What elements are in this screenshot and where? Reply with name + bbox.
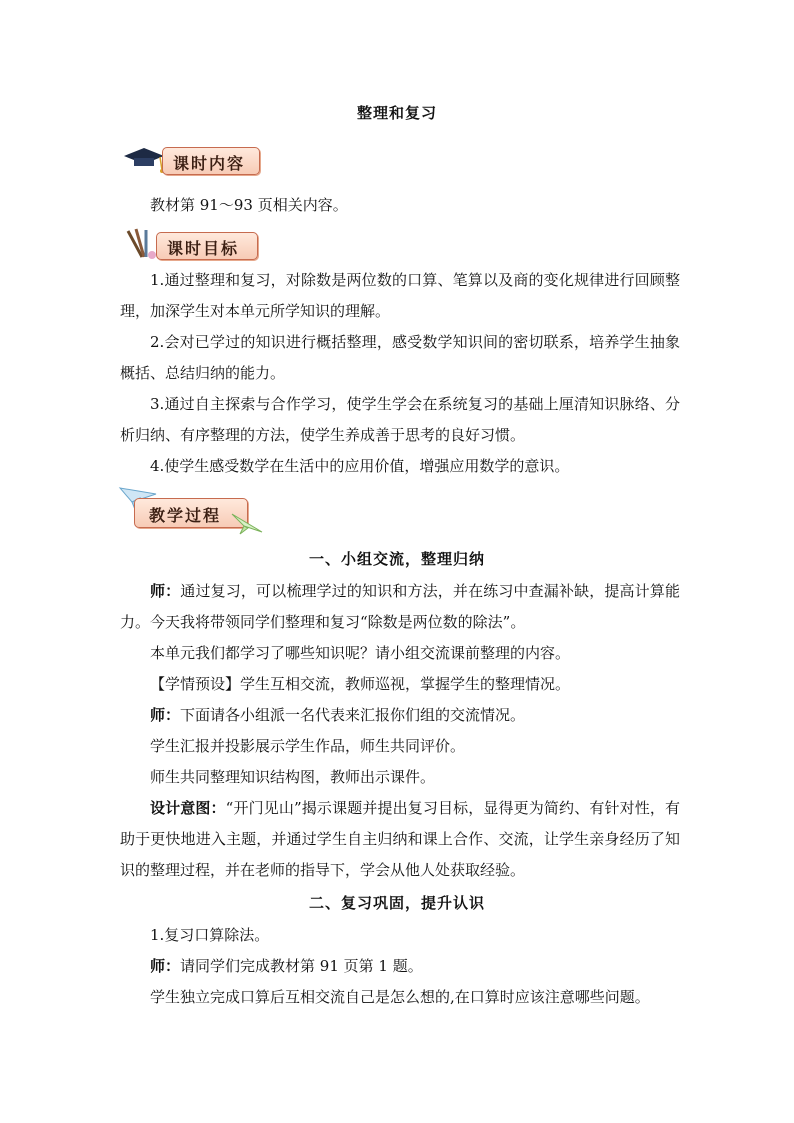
part1-paragraph-5: 学生汇报并投影展示学生作品，师生共同评价。 (150, 737, 466, 755)
lesson-content-text: 教材第 91～93 页相关内容。 (150, 196, 348, 214)
part1-paragraph-3: 【学情预设】学生互相交流，教师巡视，掌握学生的整理情况。 (150, 675, 571, 693)
lesson-goals-banner (122, 227, 262, 263)
lesson-content-label: 课时内容 (173, 154, 246, 173)
teaching-process-banner (118, 484, 268, 540)
part2-paragraph-1: 1.复习口算除法。 (150, 926, 270, 944)
lesson-content-banner (122, 144, 262, 178)
teacher-label: 师： (150, 706, 181, 724)
teacher-label: 师： (150, 957, 181, 975)
design-intent (120, 793, 680, 886)
lesson-goals-label: 课时目标 (167, 239, 240, 258)
teacher-intro-text: 通过复习，可以梳理学过的知识和方法，并在练习中查漏补缺，提高计算能力。今天我将带领同学们整理和复习“除数是两位数的除法”。 (120, 582, 680, 631)
teaching-process-label: 教学过程 (149, 506, 222, 525)
goal-item-1: 1.通过整理和复习，对除数是两位数的口算、笔算以及商的变化规律进行回顾整理，加深学生对本单元所学知识的理解。 (120, 271, 680, 320)
teacher-instruction (120, 951, 680, 982)
section-heading-2: 二、复习巩固，提升认识 (308, 894, 485, 912)
design-intent-label: 设计意图： (150, 799, 226, 817)
teacher-request-text: 下面请各小组派一名代表来汇报你们组的交流情况。 (180, 706, 526, 724)
goal-item-4: 4.使学生感受数学在生活中的应用价值，增强应用数学的意识。 (150, 457, 570, 475)
teacher-intro (120, 576, 680, 638)
design-intent-text: “开门见山”揭示课题并提出复习目标，显得更为简约、有针对性，有助于更快地进入主题，并通过学生自主归纳和课上合作、交流，让学生亲身经历了知识的整理过程，并在老师的指导下，学会从他人处获取经验。 (120, 799, 680, 879)
part1-paragraph-6: 师生共同整理知识结构图，教师出示课件。 (150, 768, 436, 786)
teacher-instruction-text: 请同学们完成教材第 91 页第 1 题。 (180, 957, 423, 975)
teacher-request (120, 700, 680, 731)
teacher-label: 师： (150, 582, 181, 600)
part1-paragraph-2: 本单元我们都学习了哪些知识呢？请小组交流课前整理的内容。 (150, 644, 571, 662)
goal-item-3: 3.通过自主探索与合作学习，使学生学会在系统复习的基础上厘清知识脉络、分析归纳、有序整理的方法，使学生养成善于思考的良好习惯。 (120, 395, 680, 444)
paper-plane-icon (230, 506, 264, 536)
section-heading-1: 一、小组交流，整理归纳 (308, 550, 485, 568)
goal-item-2: 2.会对已学过的知识进行概括整理，感受数学知识间的密切联系，培养学生抽象概括、总结归纳的能力。 (120, 333, 680, 382)
page-title: 整理和复习 (356, 104, 437, 122)
part2-paragraph-3: 学生独立完成口算后互相交流自己是怎么想的,在口算时应该注意哪些问题。 (150, 988, 650, 1006)
